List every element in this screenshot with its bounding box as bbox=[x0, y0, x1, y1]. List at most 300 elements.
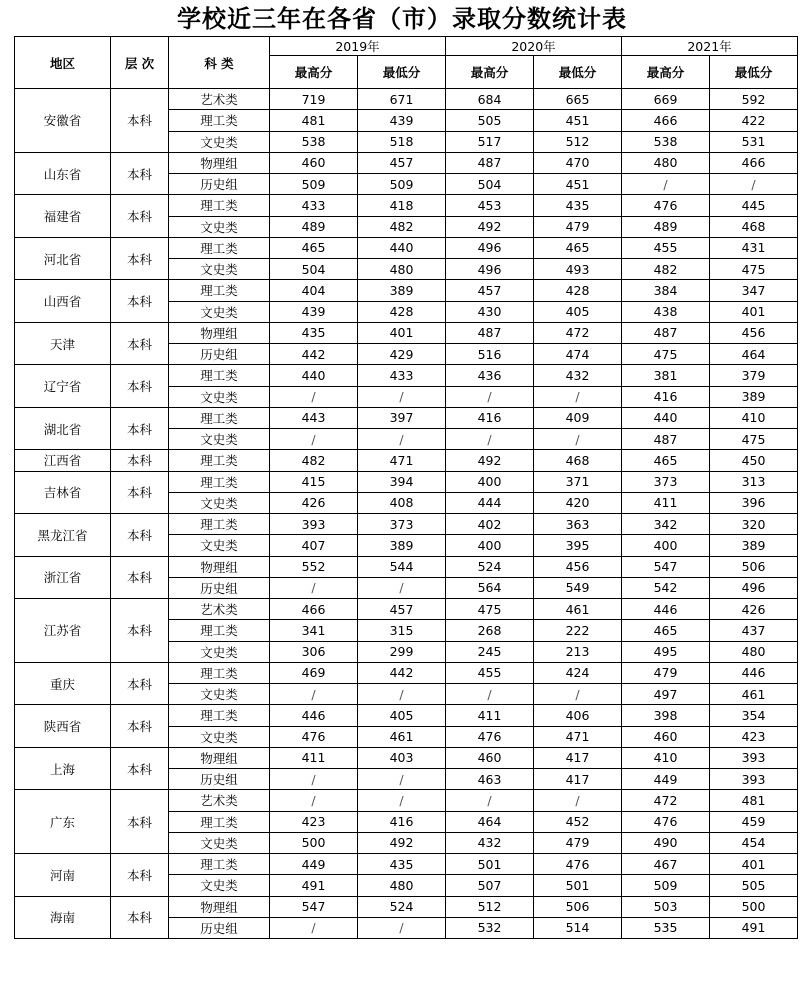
max-score-cell: 482 bbox=[622, 259, 710, 280]
max-score-cell: 341 bbox=[270, 620, 358, 641]
max-score-cell: 453 bbox=[446, 195, 534, 216]
min-score-cell: 389 bbox=[710, 386, 798, 407]
category-cell: 理工类 bbox=[169, 705, 270, 726]
max-score-cell: 435 bbox=[270, 322, 358, 343]
max-score-cell: 491 bbox=[270, 875, 358, 896]
min-score-cell: / bbox=[534, 790, 622, 811]
category-cell: 历史组 bbox=[169, 174, 270, 195]
min-score-cell: / bbox=[358, 386, 446, 407]
min-score-cell: 514 bbox=[534, 917, 622, 938]
max-score-cell: 500 bbox=[270, 832, 358, 853]
min-score-cell: 496 bbox=[710, 577, 798, 598]
category-cell: 历史组 bbox=[169, 344, 270, 365]
min-score-cell: 222 bbox=[534, 620, 622, 641]
max-score-cell: 475 bbox=[622, 344, 710, 365]
min-score-cell: 480 bbox=[710, 641, 798, 662]
max-score-cell: 465 bbox=[622, 620, 710, 641]
category-cell: 物理组 bbox=[169, 747, 270, 768]
category-cell: 文史类 bbox=[169, 641, 270, 662]
max-score-cell: 460 bbox=[446, 747, 534, 768]
min-score-cell: 468 bbox=[534, 450, 622, 471]
max-score-cell: 501 bbox=[446, 854, 534, 875]
category-cell: 文史类 bbox=[169, 684, 270, 705]
max-score-cell: 465 bbox=[622, 450, 710, 471]
min-score-cell: 474 bbox=[534, 344, 622, 365]
min-score-cell: 379 bbox=[710, 365, 798, 386]
level-cell: 本科 bbox=[111, 790, 169, 854]
level-cell: 本科 bbox=[111, 195, 169, 238]
max-score-cell: 535 bbox=[622, 917, 710, 938]
min-score-cell: 480 bbox=[358, 875, 446, 896]
min-score-cell: 506 bbox=[534, 896, 622, 917]
max-score-cell: 446 bbox=[270, 705, 358, 726]
max-score-cell: 495 bbox=[622, 641, 710, 662]
min-score-cell: 213 bbox=[534, 641, 622, 662]
max-score-cell: 404 bbox=[270, 280, 358, 301]
max-score-cell: 411 bbox=[446, 705, 534, 726]
table-row bbox=[15, 790, 798, 811]
category-cell: 理工类 bbox=[169, 237, 270, 258]
max-score-cell: 342 bbox=[622, 514, 710, 535]
min-score-cell: 354 bbox=[710, 705, 798, 726]
max-score-cell: 416 bbox=[446, 407, 534, 428]
category-cell: 文史类 bbox=[169, 726, 270, 747]
max-score-cell: / bbox=[446, 790, 534, 811]
max-score-cell: 516 bbox=[446, 344, 534, 365]
min-score-cell: 416 bbox=[358, 811, 446, 832]
min-score-cell: 531 bbox=[710, 131, 798, 152]
min-score-cell: 512 bbox=[534, 131, 622, 152]
category-cell: 艺术类 bbox=[169, 790, 270, 811]
min-score-cell: 429 bbox=[358, 344, 446, 365]
table-row bbox=[15, 599, 798, 620]
category-cell: 文史类 bbox=[169, 259, 270, 280]
max-score-cell: 245 bbox=[446, 641, 534, 662]
level-cell: 本科 bbox=[111, 705, 169, 748]
min-score-cell: 475 bbox=[710, 259, 798, 280]
category-cell: 理工类 bbox=[169, 811, 270, 832]
max-score-cell: 504 bbox=[270, 259, 358, 280]
min-score-cell: / bbox=[534, 429, 622, 450]
max-score-cell: 466 bbox=[622, 110, 710, 131]
max-score-cell: 426 bbox=[270, 492, 358, 513]
max-score-cell: 384 bbox=[622, 280, 710, 301]
max-score-cell: 455 bbox=[622, 237, 710, 258]
max-score-cell: 393 bbox=[270, 514, 358, 535]
max-score-cell: 487 bbox=[446, 322, 534, 343]
max-score-cell: 381 bbox=[622, 365, 710, 386]
min-score-cell: 544 bbox=[358, 556, 446, 577]
min-score-cell: 456 bbox=[710, 322, 798, 343]
min-score-cell: 320 bbox=[710, 514, 798, 535]
min-score-cell: 446 bbox=[710, 662, 798, 683]
level-cell: 本科 bbox=[111, 365, 169, 408]
min-score-cell: 299 bbox=[358, 641, 446, 662]
max-score-cell: 460 bbox=[622, 726, 710, 747]
min-score-cell: 501 bbox=[534, 875, 622, 896]
category-cell: 文史类 bbox=[169, 131, 270, 152]
table-row bbox=[15, 365, 798, 386]
max-score-cell: 532 bbox=[446, 917, 534, 938]
min-score-cell: 466 bbox=[710, 152, 798, 173]
max-score-cell: 492 bbox=[446, 216, 534, 237]
min-score-cell: 440 bbox=[358, 237, 446, 258]
level-cell: 本科 bbox=[111, 599, 169, 663]
table-row bbox=[15, 514, 798, 535]
min-score-cell: 459 bbox=[710, 811, 798, 832]
min-score-cell: 482 bbox=[358, 216, 446, 237]
max-score-cell: 547 bbox=[270, 896, 358, 917]
min-score-cell: 393 bbox=[710, 747, 798, 768]
max-score-cell: / bbox=[270, 386, 358, 407]
max-score-cell: 373 bbox=[622, 471, 710, 492]
min-score-cell: 347 bbox=[710, 280, 798, 301]
min-score-cell: 518 bbox=[358, 131, 446, 152]
max-score-cell: 542 bbox=[622, 577, 710, 598]
region-cell: 河北省 bbox=[15, 237, 111, 280]
min-score-cell: 509 bbox=[358, 174, 446, 195]
table-row bbox=[15, 322, 798, 343]
category-cell: 文史类 bbox=[169, 429, 270, 450]
min-score-cell: 452 bbox=[534, 811, 622, 832]
level-cell: 本科 bbox=[111, 407, 169, 450]
region-cell: 黑龙江省 bbox=[15, 514, 111, 557]
max-score-cell: 489 bbox=[622, 216, 710, 237]
min-score-cell: / bbox=[358, 429, 446, 450]
max-score-cell: 538 bbox=[270, 131, 358, 152]
category-cell: 理工类 bbox=[169, 620, 270, 641]
region-cell: 吉林省 bbox=[15, 471, 111, 514]
max-score-cell: 504 bbox=[446, 174, 534, 195]
min-score-cell: 395 bbox=[534, 535, 622, 556]
max-score-cell: 464 bbox=[446, 811, 534, 832]
region-cell: 安徽省 bbox=[15, 89, 111, 153]
max-score-cell: 538 bbox=[622, 131, 710, 152]
min-score-cell: 461 bbox=[534, 599, 622, 620]
min-score-cell: 403 bbox=[358, 747, 446, 768]
level-cell: 本科 bbox=[111, 280, 169, 323]
min-score-cell: 409 bbox=[534, 407, 622, 428]
max-score-cell: 496 bbox=[446, 237, 534, 258]
max-score-cell: 479 bbox=[622, 662, 710, 683]
min-score-cell: 480 bbox=[358, 259, 446, 280]
header-year-2019: 2019年 bbox=[270, 37, 446, 56]
min-score-cell: 464 bbox=[710, 344, 798, 365]
max-score-cell: / bbox=[270, 769, 358, 790]
max-score-cell: 492 bbox=[446, 450, 534, 471]
max-score-cell: 509 bbox=[622, 875, 710, 896]
min-score-cell: / bbox=[358, 769, 446, 790]
table-row bbox=[15, 280, 798, 301]
min-score-cell: 500 bbox=[710, 896, 798, 917]
header-max-score: 最高分 bbox=[622, 56, 710, 89]
min-score-cell: 481 bbox=[710, 790, 798, 811]
max-score-cell: 455 bbox=[446, 662, 534, 683]
min-score-cell: 389 bbox=[358, 535, 446, 556]
max-score-cell: 505 bbox=[446, 110, 534, 131]
max-score-cell: 719 bbox=[270, 89, 358, 110]
category-cell: 理工类 bbox=[169, 365, 270, 386]
min-score-cell: 401 bbox=[358, 322, 446, 343]
max-score-cell: 442 bbox=[270, 344, 358, 365]
category-cell: 历史组 bbox=[169, 769, 270, 790]
header-year-2021: 2021年 bbox=[622, 37, 798, 56]
category-cell: 文史类 bbox=[169, 535, 270, 556]
header-region: 地区 bbox=[15, 37, 111, 89]
table-row bbox=[15, 89, 798, 110]
max-score-cell: 423 bbox=[270, 811, 358, 832]
region-cell: 河南 bbox=[15, 854, 111, 897]
max-score-cell: 411 bbox=[270, 747, 358, 768]
max-score-cell: 476 bbox=[622, 811, 710, 832]
max-score-cell: / bbox=[270, 790, 358, 811]
min-score-cell: 405 bbox=[358, 705, 446, 726]
min-score-cell: 549 bbox=[534, 577, 622, 598]
min-score-cell: / bbox=[358, 577, 446, 598]
min-score-cell: 491 bbox=[710, 917, 798, 938]
min-score-cell: / bbox=[358, 917, 446, 938]
min-score-cell: 506 bbox=[710, 556, 798, 577]
max-score-cell: 457 bbox=[446, 280, 534, 301]
min-score-cell: 315 bbox=[358, 620, 446, 641]
min-score-cell: 479 bbox=[534, 832, 622, 853]
level-cell: 本科 bbox=[111, 514, 169, 557]
min-score-cell: 410 bbox=[710, 407, 798, 428]
max-score-cell: 449 bbox=[622, 769, 710, 790]
admission-scores-table bbox=[14, 36, 798, 939]
min-score-cell: 432 bbox=[534, 365, 622, 386]
max-score-cell: 436 bbox=[446, 365, 534, 386]
region-cell: 江苏省 bbox=[15, 599, 111, 663]
max-score-cell: 547 bbox=[622, 556, 710, 577]
max-score-cell: 440 bbox=[270, 365, 358, 386]
table-row bbox=[15, 237, 798, 258]
max-score-cell: 487 bbox=[622, 322, 710, 343]
table-row bbox=[15, 747, 798, 768]
table-row bbox=[15, 152, 798, 173]
min-score-cell: 461 bbox=[710, 684, 798, 705]
min-score-cell: 408 bbox=[358, 492, 446, 513]
table-body bbox=[15, 89, 798, 939]
min-score-cell: / bbox=[534, 684, 622, 705]
max-score-cell: 460 bbox=[270, 152, 358, 173]
max-score-cell: 496 bbox=[446, 259, 534, 280]
min-score-cell: 363 bbox=[534, 514, 622, 535]
min-score-cell: 450 bbox=[710, 450, 798, 471]
max-score-cell: 507 bbox=[446, 875, 534, 896]
min-score-cell: / bbox=[358, 790, 446, 811]
region-cell: 浙江省 bbox=[15, 556, 111, 599]
min-score-cell: 471 bbox=[358, 450, 446, 471]
region-cell: 湖北省 bbox=[15, 407, 111, 450]
max-score-cell: 306 bbox=[270, 641, 358, 662]
min-score-cell: / bbox=[534, 386, 622, 407]
max-score-cell: 509 bbox=[270, 174, 358, 195]
max-score-cell: 490 bbox=[622, 832, 710, 853]
min-score-cell: 373 bbox=[358, 514, 446, 535]
region-cell: 山东省 bbox=[15, 152, 111, 195]
max-score-cell: 430 bbox=[446, 301, 534, 322]
max-score-cell: / bbox=[446, 684, 534, 705]
header-min-score: 最低分 bbox=[358, 56, 446, 89]
min-score-cell: 505 bbox=[710, 875, 798, 896]
header-category: 科 类 bbox=[169, 37, 270, 89]
max-score-cell: 517 bbox=[446, 131, 534, 152]
min-score-cell: 465 bbox=[534, 237, 622, 258]
table-row bbox=[15, 471, 798, 492]
max-score-cell: 439 bbox=[270, 301, 358, 322]
max-score-cell: 497 bbox=[622, 684, 710, 705]
min-score-cell: 671 bbox=[358, 89, 446, 110]
min-score-cell: 437 bbox=[710, 620, 798, 641]
min-score-cell: 401 bbox=[710, 854, 798, 875]
max-score-cell: 402 bbox=[446, 514, 534, 535]
level-cell: 本科 bbox=[111, 662, 169, 705]
min-score-cell: 396 bbox=[710, 492, 798, 513]
min-score-cell: 426 bbox=[710, 599, 798, 620]
min-score-cell: 475 bbox=[710, 429, 798, 450]
category-cell: 文史类 bbox=[169, 301, 270, 322]
min-score-cell: 418 bbox=[358, 195, 446, 216]
table-header bbox=[15, 37, 798, 89]
region-cell: 福建省 bbox=[15, 195, 111, 238]
min-score-cell: 389 bbox=[710, 535, 798, 556]
min-score-cell: 405 bbox=[534, 301, 622, 322]
min-score-cell: 313 bbox=[710, 471, 798, 492]
min-score-cell: 417 bbox=[534, 747, 622, 768]
max-score-cell: / bbox=[270, 917, 358, 938]
min-score-cell: 422 bbox=[710, 110, 798, 131]
max-score-cell: 465 bbox=[270, 237, 358, 258]
max-score-cell: 480 bbox=[622, 152, 710, 173]
table-row bbox=[15, 662, 798, 683]
max-score-cell: 443 bbox=[270, 407, 358, 428]
max-score-cell: / bbox=[446, 386, 534, 407]
max-score-cell: 440 bbox=[622, 407, 710, 428]
category-cell: 文史类 bbox=[169, 216, 270, 237]
category-cell: 理工类 bbox=[169, 195, 270, 216]
category-cell: 理工类 bbox=[169, 110, 270, 131]
level-cell: 本科 bbox=[111, 152, 169, 195]
level-cell: 本科 bbox=[111, 450, 169, 471]
min-score-cell: 457 bbox=[358, 599, 446, 620]
max-score-cell: 489 bbox=[270, 216, 358, 237]
max-score-cell: / bbox=[270, 429, 358, 450]
region-cell: 山西省 bbox=[15, 280, 111, 323]
max-score-cell: 407 bbox=[270, 535, 358, 556]
category-cell: 文史类 bbox=[169, 875, 270, 896]
min-score-cell: 442 bbox=[358, 662, 446, 683]
category-cell: 文史类 bbox=[169, 832, 270, 853]
max-score-cell: / bbox=[270, 684, 358, 705]
category-cell: 历史组 bbox=[169, 577, 270, 598]
min-score-cell: 394 bbox=[358, 471, 446, 492]
region-cell: 天津 bbox=[15, 322, 111, 365]
max-score-cell: 400 bbox=[446, 471, 534, 492]
max-score-cell: 446 bbox=[622, 599, 710, 620]
max-score-cell: 487 bbox=[446, 152, 534, 173]
min-score-cell: 472 bbox=[534, 322, 622, 343]
min-score-cell: 424 bbox=[534, 662, 622, 683]
table-row bbox=[15, 705, 798, 726]
table-row bbox=[15, 450, 798, 471]
level-cell: 本科 bbox=[111, 471, 169, 514]
category-cell: 艺术类 bbox=[169, 89, 270, 110]
min-score-cell: 431 bbox=[710, 237, 798, 258]
max-score-cell: 400 bbox=[622, 535, 710, 556]
max-score-cell: 400 bbox=[446, 535, 534, 556]
max-score-cell: 503 bbox=[622, 896, 710, 917]
level-cell: 本科 bbox=[111, 747, 169, 790]
category-cell: 理工类 bbox=[169, 471, 270, 492]
min-score-cell: 435 bbox=[358, 854, 446, 875]
header-max-score: 最高分 bbox=[446, 56, 534, 89]
min-score-cell: 468 bbox=[710, 216, 798, 237]
category-cell: 文史类 bbox=[169, 492, 270, 513]
level-cell: 本科 bbox=[111, 556, 169, 599]
max-score-cell: 466 bbox=[270, 599, 358, 620]
min-score-cell: 479 bbox=[534, 216, 622, 237]
max-score-cell: 438 bbox=[622, 301, 710, 322]
min-score-cell: / bbox=[358, 684, 446, 705]
min-score-cell: 406 bbox=[534, 705, 622, 726]
min-score-cell: 470 bbox=[534, 152, 622, 173]
min-score-cell: 371 bbox=[534, 471, 622, 492]
category-cell: 物理组 bbox=[169, 152, 270, 173]
level-cell: 本科 bbox=[111, 854, 169, 897]
max-score-cell: 472 bbox=[622, 790, 710, 811]
max-score-cell: 467 bbox=[622, 854, 710, 875]
table-row bbox=[15, 407, 798, 428]
max-score-cell: 432 bbox=[446, 832, 534, 853]
max-score-cell: / bbox=[270, 577, 358, 598]
max-score-cell: 552 bbox=[270, 556, 358, 577]
max-score-cell: 415 bbox=[270, 471, 358, 492]
category-cell: 理工类 bbox=[169, 514, 270, 535]
max-score-cell: 476 bbox=[622, 195, 710, 216]
region-cell: 上海 bbox=[15, 747, 111, 790]
region-cell: 海南 bbox=[15, 896, 111, 939]
header-year-2020: 2020年 bbox=[446, 37, 622, 56]
max-score-cell: 476 bbox=[270, 726, 358, 747]
min-score-cell: 492 bbox=[358, 832, 446, 853]
min-score-cell: 423 bbox=[710, 726, 798, 747]
category-cell: 理工类 bbox=[169, 407, 270, 428]
region-cell: 重庆 bbox=[15, 662, 111, 705]
region-cell: 江西省 bbox=[15, 450, 111, 471]
max-score-cell: 469 bbox=[270, 662, 358, 683]
max-score-cell: 487 bbox=[622, 429, 710, 450]
header-level: 层 次 bbox=[111, 37, 169, 89]
min-score-cell: 493 bbox=[534, 259, 622, 280]
max-score-cell: 476 bbox=[446, 726, 534, 747]
table-row bbox=[15, 195, 798, 216]
category-cell: 艺术类 bbox=[169, 599, 270, 620]
max-score-cell: 482 bbox=[270, 450, 358, 471]
min-score-cell: 428 bbox=[534, 280, 622, 301]
min-score-cell: 592 bbox=[710, 89, 798, 110]
max-score-cell: 411 bbox=[622, 492, 710, 513]
category-cell: 物理组 bbox=[169, 556, 270, 577]
min-score-cell: 439 bbox=[358, 110, 446, 131]
max-score-cell: 444 bbox=[446, 492, 534, 513]
min-score-cell: 445 bbox=[710, 195, 798, 216]
max-score-cell: 268 bbox=[446, 620, 534, 641]
min-score-cell: 393 bbox=[710, 769, 798, 790]
max-score-cell: 564 bbox=[446, 577, 534, 598]
min-score-cell: 401 bbox=[710, 301, 798, 322]
max-score-cell: 416 bbox=[622, 386, 710, 407]
